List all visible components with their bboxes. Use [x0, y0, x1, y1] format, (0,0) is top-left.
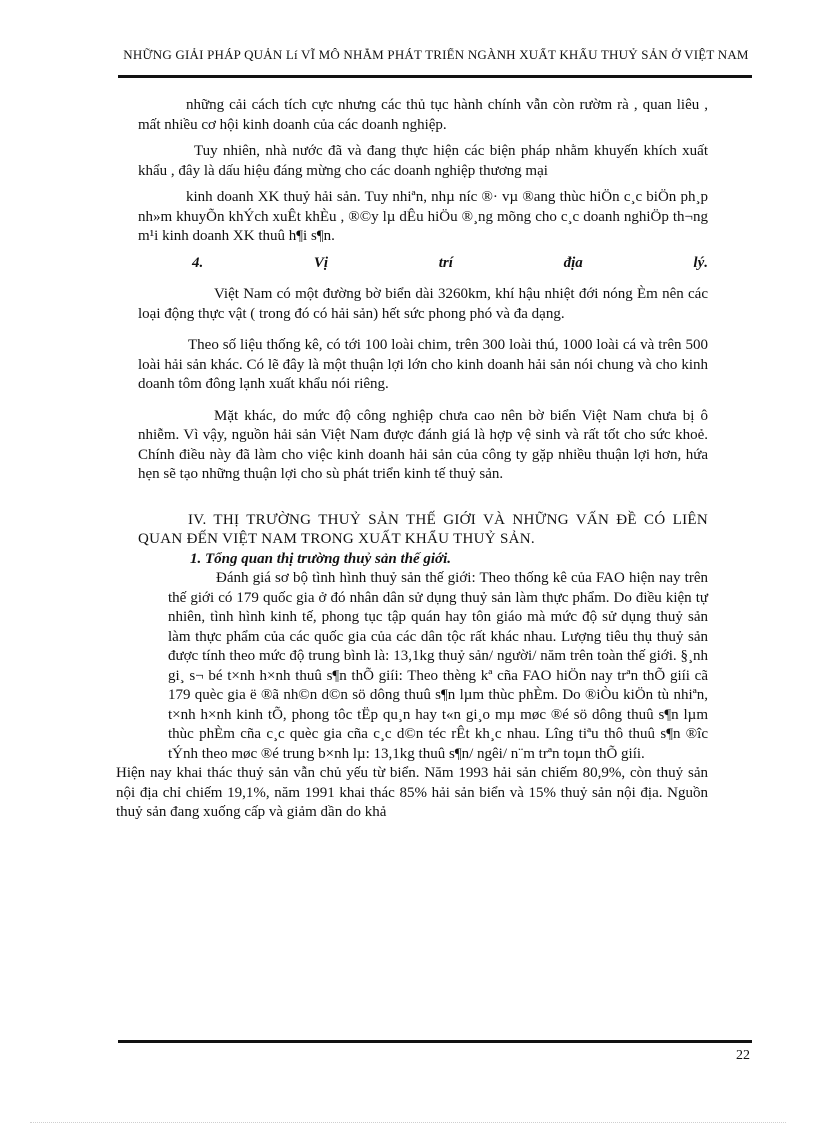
section-iv-title: IV. THỊ TRƯỜNG THUỶ SẢN THẾ GIỚI VÀ NHỮNG VẤN ĐỀ CÓ LIÊN QUAN ĐẾN VIỆT NAM TRONG XUẤT KHẨU THUỶ SẢN.: [138, 511, 708, 547]
page-number: 22: [736, 1048, 750, 1063]
heading-word: 4.: [192, 254, 204, 271]
paragraph-world-market-overview: Đánh giá sơ bộ tình hình thuỷ sản thế giới: Theo thống kê của FAO hiện nay trên thế giới có 179 quốc gia ở đó nhân dân sử dụng thuỷ sản làm thực phẩm. Do điều kiện tự nhiên, tình hình kinh tế, phong tục tập quán hay tôn giáo mà mức độ sử dụng thuỷ sản làm thực phẩm của các quốc gia của các dân tộc rất khác nhau. Lượng tiêu thụ thuỷ sản được tính theo mức độ trung bình là: 13,1kg thuỷ sản/ người/ năm trên toàn thế giới. §¸nh gi¸ s¬ bé t×nh h×nh thuû s¶n thÕ giíi: Theo thèng kª cña FAO hiÖn nay trªn thÕ giíi cã 179 quèc gia ë ®ã nh©n d©n sö dông thuû s¶n lµm thùc phÈm. Do ®iÒu kiÖn tù nhiªn, t×nh h×nh kinh tÕ, phong tôc tËp qu¸n hay t«n gi¸o mµ møc ®é sö dông thuû s¶n lµm thùc phÈm cña c¸c quèc gia cña c¸c d©n téc rÊt kh¸c nhau. Lîng tiªu thô thuû s¶n ®îc tÝnh theo møc ®é trung b×nh lµ: 13,1kg thuû s¶n/ ngêi/ n¨m trªn toµn thÕ giíi.: [168, 570, 708, 762]
paragraph-garbled-encoding: kinh doanh XK thuỷ hải sản. Tuy nhiªn, nhµ níc ®· vµ ®ang thùc hiÖn c¸c biÖn ph¸p nh»m khuyÕn khÝch xuÊt khÈu , ®©y lµ dÊu hiÖu ®¸ng mõng cho c¸c doanh nghiÖp th¬ng m¹i kinh doanh XK thuû h¶i s¶n.: [138, 189, 708, 244]
page-body: [116, 96, 708, 823]
heading-word: lý.: [693, 254, 708, 271]
heading-word: địa: [563, 254, 583, 271]
paragraph-fishing-sources: Hiện nay khai thác thuỷ sản vẫn chủ yếu từ biển. Năm 1993 hải sản chiếm 80,9%, còn thuỷ sản nội địa chỉ chiếm 19,1%, năm 1991 khai thác 85% hải sản biển và 15% thuỷ sản nội địa. Nguồn thuỷ sản đang xuống cấp và giảm dần do khả: [116, 765, 708, 820]
subsection-1-title: 1. Tổng quan thị trường thuỷ sản thế giới.: [190, 550, 451, 567]
paragraph-admin-reform: những cải cách tích cực nhưng các thủ tục hành chính vẫn còn rườm rà , quan liêu , mất nhiều cơ hội kinh doanh của các doanh nghiệp.: [138, 97, 708, 133]
running-header: NHỮNG GIẢI PHÁP QUẢN Lí VĨ MÔ NHẰM PHÁT TRIỂN NGÀNH XUẤT KHẨU THUỶ SẢN Ở VIỆT NAM: [123, 48, 749, 62]
heading-geographic-location: [138, 254, 708, 274]
header-rule: [118, 75, 752, 78]
paragraph-species-statistics: Theo số liệu thống kê, có tới 100 loài chim, trên 300 loài thú, 1000 loài cá và trên 500 loài hải sản khác. Có lẽ đây là một thuận lợi lớn cho kinh doanh hải sản nói chung và cho kinh doanh tôm đông lạnh xuất khẩu nói riêng.: [138, 337, 708, 392]
footer-rule: [118, 1040, 752, 1043]
paragraph-clean-coast: Mặt khác, do mức độ công nghiệp chưa cao nên bờ biển Việt Nam chưa bị ô nhiễm. Vì vậy, nguồn hải sản Việt Nam được đánh giá là hợp vệ sinh và rất tốt cho sức khoẻ. Chính điều này đã làm cho việc kinh doanh hải sản của công ty gặp nhiều thuận lợi hơn, hứa hẹn sẽ tạo những thuận lợi cho sù phát triển kinh tế thuỷ sản.: [138, 407, 708, 482]
heading-word: trí: [438, 254, 453, 271]
heading-word: Vị: [313, 254, 329, 271]
paragraph-export-encouragement: Tuy nhiên, nhà nước đã và đang thực hiện các biện pháp nhằm khuyến khích xuất khẩu , đây là dấu hiệu đáng mừng cho các doanh nghiệp thương mại: [138, 143, 708, 179]
paragraph-coastline: Việt Nam có một đường bờ biển dài 3260km, khí hậu nhiệt đới nóng Èm nên các loại động thực vật ( trong đó có hải sản) hết sức phong phó và đa dạng.: [138, 286, 708, 322]
